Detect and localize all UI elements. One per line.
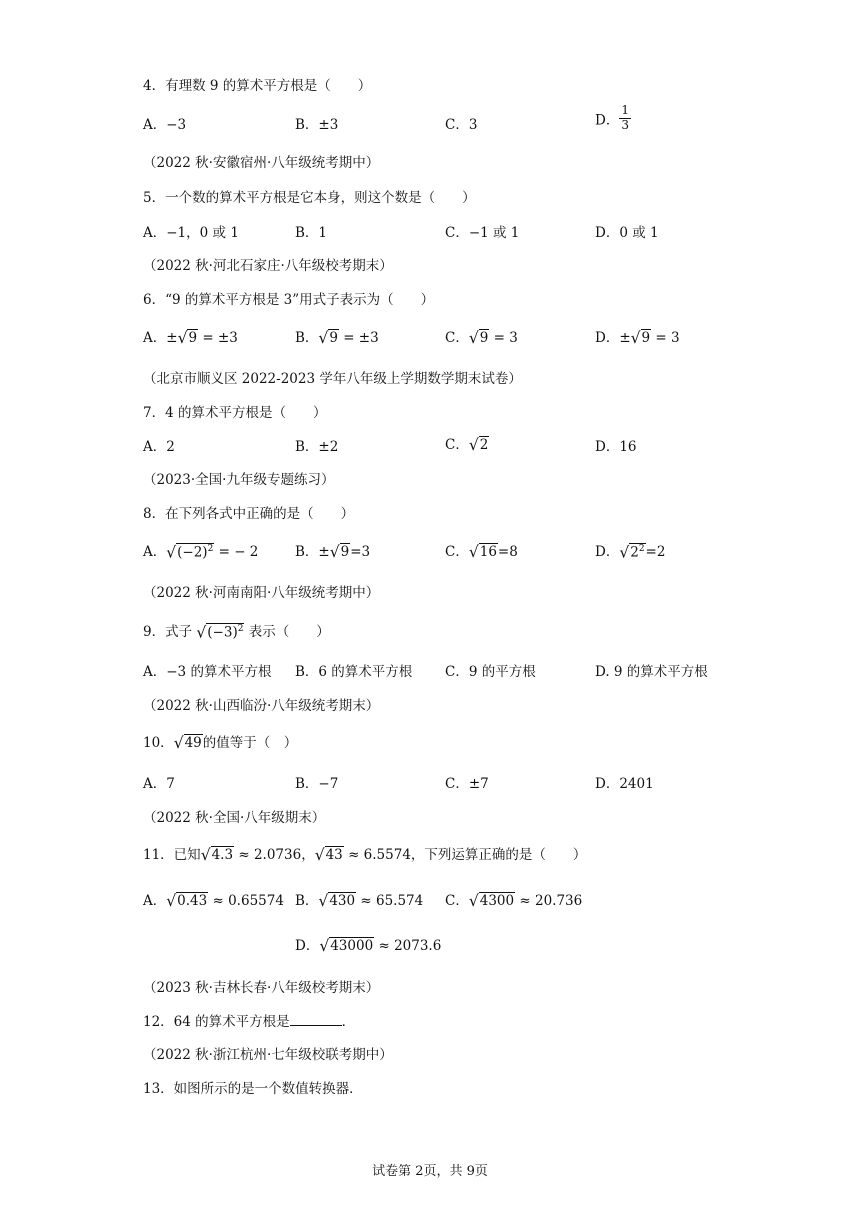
- q8-option-d[interactable]: D．$√2^2=2$: [595, 543, 666, 561]
- sqrt: $√(-2)^2$: [166, 543, 214, 561]
- q8-option-c[interactable]: C．√16=8: [445, 543, 518, 561]
- source-note-q10: （2022 秋·山西临汾·八年级统考期末）: [143, 698, 380, 714]
- q10-option-a[interactable]: A．7: [143, 776, 175, 792]
- source-note-q8: （2023·全国·九年级专题练习）: [143, 472, 335, 488]
- source-note-q13: （2022 秋·浙江杭州·七年级校联考期中）: [143, 1047, 393, 1063]
- q11-option-c[interactable]: C．√4300 ≈ 20.736: [445, 892, 583, 910]
- sqrt: √9: [468, 329, 489, 347]
- q6-option-b[interactable]: B．√9 = ±3: [295, 329, 379, 347]
- q6-option-a[interactable]: A．±√9 = ±3: [143, 329, 238, 347]
- source-note-q12: （2023 秋·吉林长春·八年级校考期末）: [143, 980, 380, 996]
- q4-option-a[interactable]: A．−3: [143, 117, 187, 133]
- q7-option-a[interactable]: A．2: [143, 439, 175, 455]
- q5-option-b[interactable]: B．1: [295, 225, 328, 241]
- sqrt: √9: [318, 329, 338, 347]
- question-12-stem: 12．64 的算术平方根是 ．: [143, 1014, 356, 1030]
- q5-option-a[interactable]: A．−1，0 或 1: [143, 225, 239, 241]
- question-11-stem: 11．已知√4.3 ≈ 2.0736，√43 ≈ 6.5574，下列运算正确的是（ ）: [143, 846, 587, 864]
- q10-option-c[interactable]: C．±7: [445, 776, 489, 792]
- sqrt: √43000: [319, 937, 374, 955]
- q7-option-d[interactable]: D．16: [595, 439, 637, 455]
- sqrt: √9: [177, 329, 198, 347]
- question-5-stem: 5．一个数的算术平方根是它本身，则这个数是（ ）: [143, 190, 476, 206]
- sqrt: √49: [173, 734, 202, 752]
- page-footer: 试卷第 2页，共 9页: [372, 1164, 488, 1179]
- question-10-stem: 10．√49的值等于（ ）: [143, 734, 298, 752]
- sqrt: √4300: [468, 892, 515, 910]
- fraction: $\frac{1}{3}$: [621, 103, 629, 132]
- q4-option-c[interactable]: C．3: [445, 117, 478, 133]
- sqrt: √0.43: [166, 892, 208, 910]
- sqrt: √2: [468, 436, 489, 454]
- question-9-stem: 9．式子 $√(-3)^2$ 表示（ ）: [143, 623, 330, 641]
- source-note-q5: （2022 秋·安徽宿州·八年级统考期中）: [143, 155, 380, 171]
- q10-option-b[interactable]: B．−7: [295, 776, 339, 792]
- q6-option-d[interactable]: D．±√9 = 3: [595, 329, 680, 347]
- sqrt: √16: [468, 543, 497, 561]
- q7-option-c[interactable]: C．√2: [445, 436, 489, 454]
- source-note-q6: （2022 秋·河北石家庄·八年级校考期末）: [143, 258, 393, 274]
- q9-option-c[interactable]: C．9 的平方根: [445, 664, 536, 680]
- sqrt: √4.3: [200, 846, 234, 864]
- q6-option-c[interactable]: C．√9 = 3: [445, 329, 518, 347]
- q8-option-b[interactable]: B．±√9=3: [295, 543, 371, 561]
- q11-option-a[interactable]: A．√0.43 ≈ 0.65574: [143, 892, 284, 910]
- sqrt: √9: [329, 543, 350, 561]
- source-note-q7: （北京市顺义区 2022-2023 学年八年级上学期数学期末试卷）: [143, 371, 522, 387]
- q10-option-d[interactable]: D．2401: [595, 776, 654, 792]
- answer-blank[interactable]: [290, 1013, 342, 1026]
- q11-option-d[interactable]: D．√43000 ≈ 2073.6: [295, 937, 442, 955]
- q9-option-a[interactable]: A．−3 的算术平方根: [143, 664, 272, 680]
- q11-option-b[interactable]: B．√430 ≈ 65.574: [295, 892, 424, 910]
- q8-option-a[interactable]: A．$√(-2)^2$ = − 2: [143, 543, 259, 561]
- question-7-stem: 7．4 的算术平方根是（ ）: [143, 405, 327, 421]
- q9-option-b[interactable]: B．6 的算术平方根: [295, 664, 413, 680]
- question-13-stem: 13．如图所示的是一个数值转换器．: [143, 1081, 363, 1097]
- source-note-q9: （2022 秋·河南南阳·八年级统考期中）: [143, 585, 380, 601]
- q4-option-b[interactable]: B．±3: [295, 117, 339, 133]
- sqrt: $√(-3)^2$: [196, 623, 244, 641]
- question-6-stem: 6．“9 的算术平方根是 3”用式子表示为（ ）: [143, 292, 435, 308]
- sqrt: √43: [314, 846, 343, 864]
- q5-option-d[interactable]: D．0 或 1: [595, 225, 659, 241]
- source-note-q11: （2022 秋·全国·八年级期末）: [143, 810, 326, 826]
- question-8-stem: 8．在下列各式中正确的是（ ）: [143, 506, 355, 522]
- sqrt: $√2^2$: [619, 543, 645, 561]
- q7-option-b[interactable]: B．±2: [295, 439, 339, 455]
- q9-option-d[interactable]: D. 9 的算术平方根: [595, 664, 708, 680]
- q5-option-c[interactable]: C．−1 或 1: [445, 225, 520, 241]
- sqrt: √9: [630, 329, 651, 347]
- q4-option-d[interactable]: D． $\frac{1}{3}$: [595, 103, 629, 132]
- question-4-stem: 4．有理数 9 的算术平方根是（ ）: [143, 78, 372, 94]
- sqrt: √430: [318, 892, 356, 910]
